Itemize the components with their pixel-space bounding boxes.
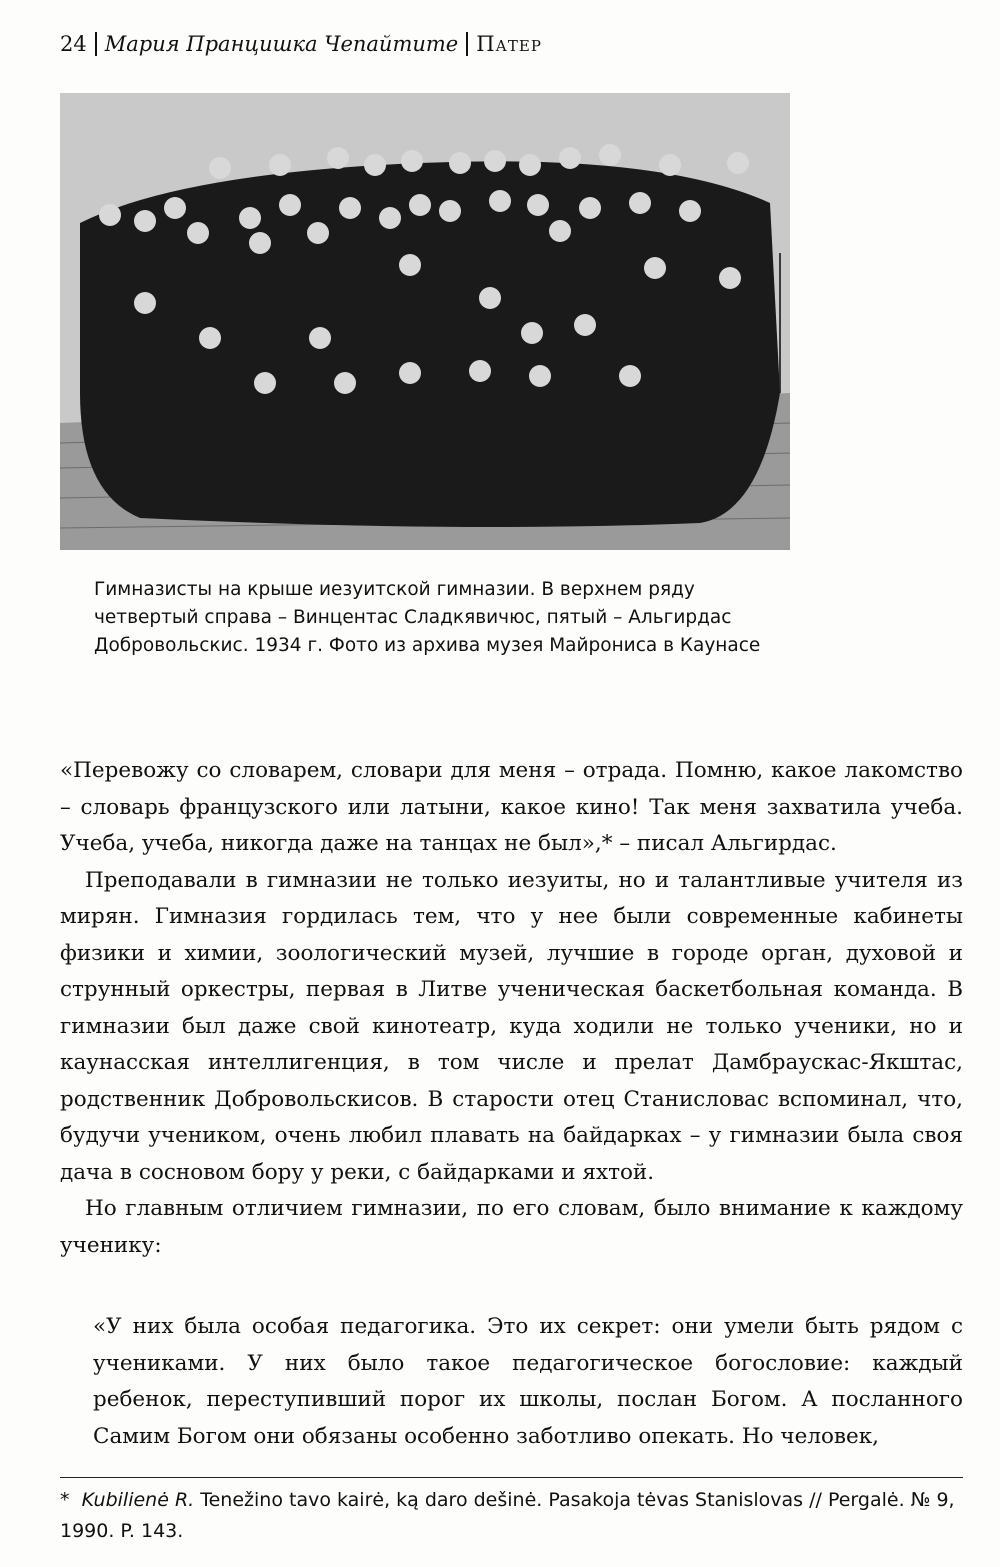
photo-caption: Гимназисты на крыше иезуитской гимназии. В верхнем ряду четвертый справа – Винцентас Сладкявичюс, пятый – Альгирдас Добровольскис. 1934 г. Фото из архива музея Майрониса в Каунасе	[94, 579, 761, 656]
footnote	[60, 1485, 963, 1547]
running-author: Мария Пранцишка Чепайтите	[104, 32, 459, 56]
group-photo	[60, 93, 790, 550]
page-number: 24	[60, 32, 87, 56]
header-divider	[95, 32, 97, 56]
body-text	[60, 753, 963, 1264]
footnote-divider	[60, 1477, 963, 1478]
paragraph: Но главным отличием гимназии, по его словам, было внимание к каждому ученику:	[60, 1196, 963, 1258]
footnote-author: Kubilienė R.	[81, 1489, 195, 1511]
paragraph: Преподавали в гимназии не только иезуиты, но и талантливые учителя из мирян. Гимназия гордилась тем, что у нее были современные кабинеты физики и химии, зоологический музей, лучшие в городе орган, духовой и струнный оркестры, первая в Литве ученическая баскетбольная команда. В гимназии был даже свой кинотеатр, куда ходили не только ученики, но и каунасская интеллигенция, в том числе и прелат Дамбраускас-Якштас, родственник Добровольскисов. В старости отец Станисловас вспоминал, что, будучи учеником, очень любил плавать на байдарках – у гимназии была своя дача в сосновом бору у реки, с байдарками и яхтой.	[60, 867, 963, 1185]
block-quote	[93, 1309, 963, 1455]
footnote-text: Tenežino tavo kairė, ką daro dešinė. Pasakoja tėvas Stanislovas // Pergalė. № 9, 1990. P. 143.	[60, 1489, 955, 1542]
paragraph: «Перевожу со словарем, словари для меня – отрада. Помню, какое лакомство – словарь французского или латыни, какое кино! Так меня захватила учеба. Учеба, учеба, никогда даже на танцах не был»,* – писал Альгирдас.	[60, 758, 963, 856]
running-section: Патер	[476, 32, 542, 56]
quote-text: «У них была особая педагогика. Это их секрет: они умели быть рядом с учениками. У них было такое педагогическое богословие: каждый ребенок, переступивший порог их школы, послан Богом. А посланного Самим Богом они обязаны особенно заботливо опекать. Но человек,	[93, 1314, 963, 1449]
page-header	[60, 32, 542, 56]
header-divider	[466, 32, 468, 56]
footnote-marker: *	[60, 1489, 70, 1511]
group-photo-illustration	[60, 93, 790, 550]
